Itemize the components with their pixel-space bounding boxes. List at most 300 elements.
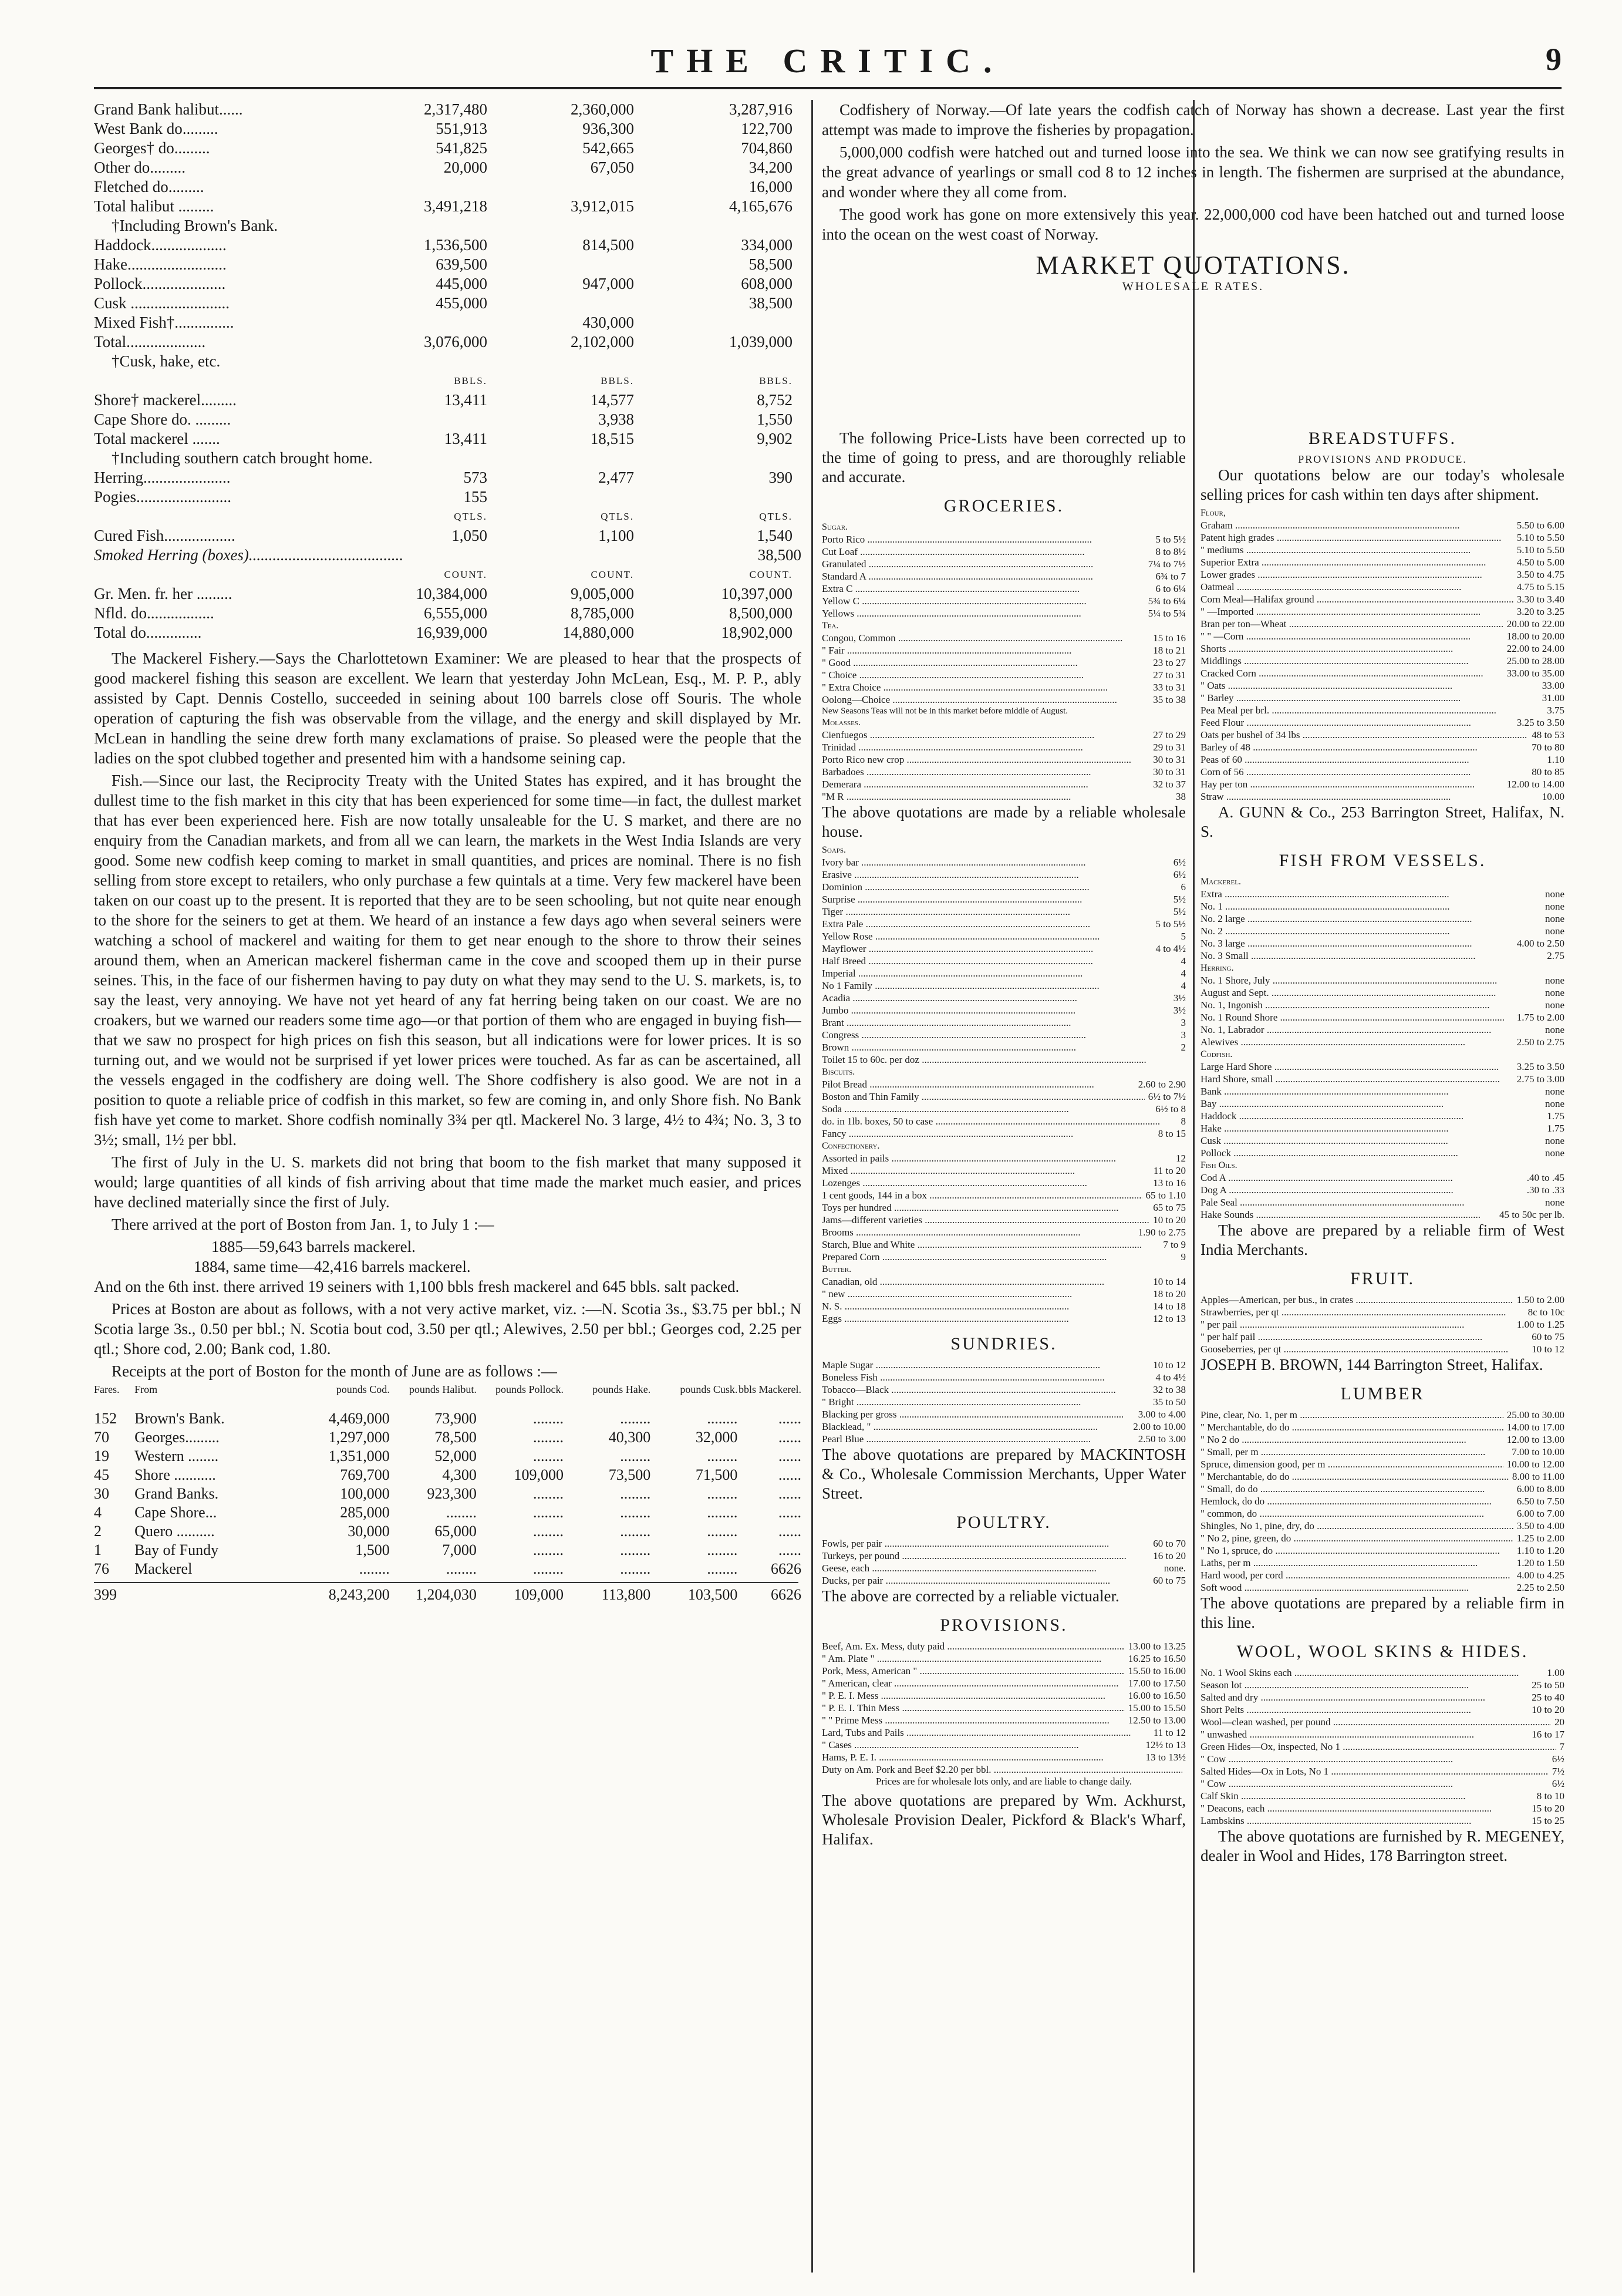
item-name: " Choice ..... bbox=[822, 669, 1149, 681]
value-cell: 14,880,000 bbox=[562, 624, 634, 641]
price-item bbox=[822, 1420, 1186, 1433]
price-item bbox=[822, 790, 1186, 803]
value-cell: 18,902,000 bbox=[721, 624, 793, 641]
value-cell bbox=[487, 255, 634, 274]
value-cell bbox=[487, 294, 634, 313]
price-item bbox=[1201, 1073, 1564, 1085]
price-item bbox=[1201, 1667, 1564, 1679]
value-cell: 542,665 bbox=[582, 139, 634, 157]
value-cell: 430,000 bbox=[582, 314, 634, 331]
table-cell: ........ bbox=[533, 1523, 564, 1540]
table-cell: 52,000 bbox=[434, 1447, 477, 1465]
value-cell: 16,939,000 bbox=[416, 624, 487, 641]
value-cell: 18,515 bbox=[590, 430, 634, 447]
price-item bbox=[822, 1078, 1186, 1090]
table-note: †Including Brown's Bank. bbox=[112, 217, 278, 234]
item-price: 5 bbox=[1181, 931, 1186, 942]
item-name: Soda ..... bbox=[822, 1103, 1152, 1115]
left-column bbox=[94, 100, 801, 2273]
item-price: 60 to 75 bbox=[1532, 1331, 1564, 1342]
price-item bbox=[1201, 667, 1564, 679]
category-label: Molasses. bbox=[822, 718, 861, 728]
item-name: N. S. ..... bbox=[822, 1300, 1149, 1312]
table-cell: 73,500 bbox=[608, 1466, 651, 1483]
value-cell: 13,411 bbox=[444, 391, 487, 409]
table-row bbox=[94, 584, 801, 604]
item-name: " No 2 do ..... bbox=[1201, 1433, 1503, 1446]
value-cell bbox=[340, 177, 487, 197]
item-name: Extra Pale ..... bbox=[822, 918, 1152, 930]
item-price: none bbox=[1545, 1024, 1564, 1035]
item-name: Hake ..... bbox=[1201, 1122, 1543, 1134]
item-name: " per half pail ..... bbox=[1201, 1331, 1528, 1343]
category-label: Confectionery. bbox=[822, 1141, 880, 1151]
table-cell: Quero .......... bbox=[134, 1523, 215, 1540]
price-item bbox=[822, 1152, 1186, 1164]
item-name: 1 cent goods, 144 in a box ..... bbox=[822, 1189, 1142, 1201]
item-price: 18.00 to 20.00 bbox=[1506, 631, 1564, 642]
fruit-credit: JOSEPH B. BROWN, 144 Barrington Street, Halifax. bbox=[1201, 1356, 1543, 1373]
item-name: Cod A ..... bbox=[1201, 1171, 1523, 1184]
value-cell: 14,577 bbox=[590, 391, 634, 409]
item-name: Haddock ..... bbox=[1201, 1110, 1543, 1122]
provisions-credit: The above quotations are prepared by Wm. Ackhurst, Wholesale Provision Dealer, Pickford & Black's Wharf, Halifax. bbox=[822, 1792, 1186, 1848]
item-price: 6 bbox=[1181, 881, 1186, 893]
table-cell: 40,300 bbox=[608, 1429, 651, 1446]
item-name: No 1 Family ..... bbox=[822, 979, 1178, 992]
item-price: 12.50 to 13.00 bbox=[1128, 1715, 1186, 1726]
item-price: 2.50 to 3.00 bbox=[1138, 1433, 1186, 1445]
price-item bbox=[822, 1359, 1186, 1371]
total-cell: 399 bbox=[94, 1586, 117, 1603]
item-price: 5¾ to 6¼ bbox=[1148, 595, 1186, 607]
table-cell: ........ bbox=[620, 1504, 651, 1521]
price-item bbox=[1201, 1728, 1564, 1740]
price-item bbox=[822, 868, 1186, 881]
item-price: 3 bbox=[1181, 1029, 1186, 1041]
price-item bbox=[1201, 1765, 1564, 1777]
item-price: 3.30 to 3.40 bbox=[1516, 594, 1564, 605]
paragraph-july: The first of July in the U. S. markets did not bring that boom to the fish market that many supposed it would; large quantities of all kinds of fish arriving about that time made the market much easier, and prices have declined materially since the first of July. bbox=[94, 1153, 801, 1211]
item-name: Eggs ..... bbox=[822, 1312, 1149, 1325]
item-price: 6½ bbox=[1173, 857, 1186, 868]
market-quotations-heading: MARKET QUOTATIONS. bbox=[1036, 251, 1351, 280]
lumber-list bbox=[1201, 1409, 1564, 1594]
item-name: Superior Extra ..... bbox=[1201, 556, 1513, 568]
totals-row bbox=[94, 1585, 801, 1604]
item-price: 2.75 bbox=[1547, 950, 1564, 961]
table-cell: ........ bbox=[707, 1523, 738, 1540]
row-label: West Bank do......... bbox=[94, 120, 218, 137]
item-name: Congress ..... bbox=[822, 1029, 1178, 1041]
table-row bbox=[94, 1447, 801, 1466]
item-price: 4 to 4½ bbox=[1155, 943, 1186, 954]
price-item bbox=[1201, 1036, 1564, 1048]
item-name: Oolong—Choice ..... bbox=[822, 693, 1149, 706]
provisions-heading: PROVISIONS. bbox=[940, 1615, 1068, 1635]
item-price: 16 to 17 bbox=[1532, 1729, 1564, 1740]
price-item bbox=[822, 1275, 1186, 1288]
item-price: 5½ bbox=[1173, 894, 1186, 905]
item-name: Lard, Tubs and Pails ..... bbox=[822, 1726, 1150, 1739]
item-name: Dog A ..... bbox=[1201, 1184, 1523, 1196]
item-name: Fancy ..... bbox=[822, 1127, 1155, 1140]
item-price: 18 to 21 bbox=[1153, 645, 1186, 656]
price-item bbox=[822, 533, 1186, 546]
item-price: 15 to 25 bbox=[1532, 1815, 1564, 1826]
price-item bbox=[1201, 1544, 1564, 1557]
value-cell: 3,491,218 bbox=[424, 197, 487, 215]
item-price: 3.00 to 4.00 bbox=[1138, 1409, 1186, 1420]
table-cell: ........ bbox=[707, 1560, 738, 1577]
item-name: Gooseberries, per qt ..... bbox=[1201, 1343, 1528, 1355]
item-name: " Good ..... bbox=[822, 657, 1149, 669]
groceries-list-continued bbox=[822, 844, 1186, 1325]
item-price: 30 to 31 bbox=[1153, 754, 1186, 765]
item-name: " Oats ..... bbox=[1201, 679, 1539, 692]
item-price: 23 to 27 bbox=[1153, 657, 1186, 668]
table-cell: Cape Shore... bbox=[134, 1504, 217, 1521]
price-item bbox=[1201, 1495, 1564, 1507]
item-price: 35 to 38 bbox=[1153, 694, 1186, 705]
table-cell: Mackerel bbox=[134, 1560, 193, 1577]
item-name: Cienfuegos ..... bbox=[822, 729, 1149, 741]
value-cell: 8,752 bbox=[757, 391, 793, 409]
table-row bbox=[94, 1409, 801, 1428]
table-cell: Grand Banks. bbox=[134, 1485, 219, 1502]
table-row bbox=[94, 255, 801, 274]
table-row bbox=[94, 119, 801, 139]
price-item bbox=[822, 1677, 1186, 1689]
value-cell bbox=[340, 410, 487, 429]
category-label: Fish Oils. bbox=[1201, 1160, 1237, 1170]
breadstuffs-intro: Our quotations below are our today's wholesale selling prices for cash within ten days after shipment. bbox=[1201, 466, 1564, 503]
price-item bbox=[1201, 1704, 1564, 1716]
table-cell: 152 bbox=[94, 1410, 117, 1427]
table-cell: 769,700 bbox=[340, 1466, 390, 1483]
item-name: Porto Rico ..... bbox=[822, 533, 1152, 546]
item-name: Congou, Common ..... bbox=[822, 632, 1149, 644]
table-row bbox=[94, 429, 801, 449]
item-name: " per pail ..... bbox=[1201, 1318, 1513, 1331]
item-price: 16 to 20 bbox=[1153, 1550, 1186, 1561]
value-cell bbox=[634, 487, 793, 507]
item-name: " Bright ..... bbox=[822, 1396, 1149, 1408]
value-cell: 334,000 bbox=[741, 236, 793, 254]
item-price: 8 to 15 bbox=[1158, 1128, 1186, 1139]
list-note: New Seasons Teas will not be in this market before middle of August. bbox=[822, 706, 1068, 716]
price-item bbox=[822, 1127, 1186, 1140]
item-price: 6.00 to 7.00 bbox=[1516, 1508, 1564, 1519]
item-price: 2.25 to 2.50 bbox=[1516, 1582, 1564, 1593]
total-cell: 1,204,030 bbox=[415, 1586, 477, 1603]
item-price: 70 to 80 bbox=[1532, 742, 1564, 753]
table-cell: 923,300 bbox=[427, 1485, 477, 1502]
table-cell: ........ bbox=[533, 1560, 564, 1577]
breadstuffs-list bbox=[1201, 507, 1564, 803]
item-name: Prepared Corn ..... bbox=[822, 1251, 1178, 1263]
price-item bbox=[1201, 1790, 1564, 1802]
item-price: 3 bbox=[1181, 1017, 1186, 1028]
item-name: Brooms ..... bbox=[822, 1226, 1135, 1238]
table-row bbox=[94, 623, 801, 642]
item-price: 27 to 29 bbox=[1153, 729, 1186, 740]
item-price: 8 to 10 bbox=[1536, 1790, 1564, 1802]
row-label: Cape Shore do. ......... bbox=[94, 410, 231, 428]
item-name: Cut Loaf ..... bbox=[822, 546, 1152, 558]
item-price: 4 to 4½ bbox=[1155, 1372, 1186, 1383]
item-name: Duty on Am. Pork and Beef $2.20 per bbl. ..... bbox=[822, 1763, 1182, 1776]
table-cell: 7,000 bbox=[442, 1541, 477, 1558]
item-name: No. 3 large ..... bbox=[1201, 937, 1513, 950]
item-price: 35 to 50 bbox=[1153, 1396, 1186, 1408]
price-item bbox=[822, 893, 1186, 905]
item-price: 12 bbox=[1176, 1153, 1186, 1164]
table-row bbox=[94, 1428, 801, 1447]
price-item bbox=[822, 1433, 1186, 1445]
item-price: 32 to 37 bbox=[1153, 779, 1186, 790]
item-price: 1.20 to 1.50 bbox=[1516, 1557, 1564, 1568]
table-cell: 70 bbox=[94, 1429, 109, 1446]
value-cell: 2,317,480 bbox=[424, 100, 487, 118]
column-header: pounds Halibut. bbox=[409, 1383, 477, 1395]
item-price: 2 bbox=[1181, 1042, 1186, 1053]
table-cell: ........ bbox=[533, 1541, 564, 1558]
item-name: " Deacons, each ..... bbox=[1201, 1802, 1528, 1814]
item-price: 1.75 to 2.00 bbox=[1516, 1012, 1564, 1023]
groceries-credit: The above quotations are made by a reliable wholesale house. bbox=[822, 803, 1186, 840]
item-price: 20.00 to 22.00 bbox=[1506, 618, 1564, 629]
fish-vessels-list bbox=[1201, 876, 1564, 1221]
item-name: Imperial ..... bbox=[822, 967, 1178, 979]
item-name: Graham ..... bbox=[1201, 519, 1513, 531]
price-item bbox=[1201, 1483, 1564, 1495]
poultry-heading: POULTRY. bbox=[956, 1513, 1051, 1532]
total-cell: 109,000 bbox=[514, 1586, 564, 1603]
item-name: Shingles, No 1, pine, dry, do ..... bbox=[1201, 1520, 1513, 1532]
item-price: 32 to 38 bbox=[1153, 1384, 1186, 1395]
item-name: Boneless Fish ..... bbox=[822, 1371, 1152, 1383]
price-item bbox=[1201, 581, 1564, 593]
table-cell: 1,500 bbox=[355, 1541, 390, 1558]
total-cell: 8,243,200 bbox=[328, 1586, 390, 1603]
item-price: 10 to 14 bbox=[1153, 1276, 1186, 1287]
item-price: 29 to 31 bbox=[1153, 742, 1186, 753]
item-name: Pollock ..... bbox=[1201, 1147, 1542, 1159]
row-label: Herring...................... bbox=[94, 469, 231, 486]
item-price: 10.00 to 12.00 bbox=[1506, 1459, 1564, 1470]
item-name: Hams, P. E. I. ..... bbox=[822, 1751, 1142, 1763]
price-item bbox=[1201, 1532, 1564, 1544]
item-price: 4 bbox=[1181, 980, 1186, 991]
price-item bbox=[1201, 1171, 1564, 1184]
item-name: Turkeys, per pound ..... bbox=[822, 1550, 1149, 1562]
right-column bbox=[1201, 429, 1564, 2273]
price-item bbox=[822, 644, 1186, 657]
value-cell: 8,500,000 bbox=[729, 604, 793, 622]
item-price: 80 to 85 bbox=[1532, 766, 1564, 777]
row-label: Grand Bank halibut...... bbox=[94, 100, 243, 118]
item-name: No. 3 Small ..... bbox=[1201, 950, 1543, 962]
item-price: 8c to 10c bbox=[1527, 1307, 1564, 1318]
price-item bbox=[822, 1164, 1186, 1177]
row-label: Total mackerel ....... bbox=[94, 430, 220, 447]
price-item bbox=[822, 1763, 1186, 1776]
item-name: Pale Seal ..... bbox=[1201, 1196, 1542, 1208]
item-price: 2.00 to 10.00 bbox=[1133, 1421, 1186, 1432]
value-cell: 10,384,000 bbox=[416, 585, 487, 602]
row-label: Mixed Fish†............... bbox=[94, 314, 234, 331]
sundries-list bbox=[822, 1359, 1186, 1445]
value-cell: 1,536,500 bbox=[424, 236, 487, 254]
table-cell: ........ bbox=[359, 1560, 390, 1577]
item-name: Salted Hides—Ox in Lots, No 1 ..... bbox=[1201, 1765, 1549, 1777]
price-item bbox=[1201, 556, 1564, 568]
header-rule bbox=[94, 87, 1562, 89]
item-name: Bank ..... bbox=[1201, 1085, 1542, 1097]
article-body bbox=[94, 648, 801, 1381]
item-price: 25 to 40 bbox=[1532, 1692, 1564, 1703]
lumber-credit: The above quotations are prepared by a reliable firm in this line. bbox=[1201, 1594, 1564, 1631]
item-price: 5.50 to 6.00 bbox=[1516, 520, 1564, 531]
item-name: Lower grades ..... bbox=[1201, 568, 1513, 581]
item-name: Peas of 60 ..... bbox=[1201, 753, 1543, 766]
price-item bbox=[1201, 1011, 1564, 1024]
sundries-heading: SUNDRIES. bbox=[950, 1334, 1057, 1354]
price-item bbox=[1201, 1802, 1564, 1814]
value-cell: 814,500 bbox=[582, 236, 634, 254]
column-header: Fares. bbox=[94, 1383, 120, 1395]
value-cell: 3,076,000 bbox=[424, 333, 487, 351]
item-name: Toilet 15 to 60c. per doz ..... bbox=[822, 1053, 1182, 1066]
price-item bbox=[822, 1029, 1186, 1041]
table-row bbox=[94, 139, 801, 158]
value-cell: 34,200 bbox=[748, 159, 793, 176]
price-item bbox=[1201, 1061, 1564, 1073]
price-item bbox=[1201, 1458, 1564, 1470]
table-row bbox=[94, 410, 801, 429]
table-cell: ........ bbox=[707, 1447, 738, 1465]
item-price: 5.10 to 5.50 bbox=[1516, 532, 1564, 543]
price-item bbox=[1201, 568, 1564, 581]
table-row bbox=[94, 177, 801, 197]
row-label: Georges† do......... bbox=[94, 139, 210, 157]
table-cell: 30,000 bbox=[348, 1523, 390, 1540]
total-cell bbox=[134, 1585, 302, 1604]
item-name: Barley of 48 ..... bbox=[1201, 741, 1528, 753]
item-price: 1.75 bbox=[1547, 1123, 1564, 1134]
price-item bbox=[1201, 1024, 1564, 1036]
item-price: 3½ bbox=[1173, 1005, 1186, 1016]
column-header: bbls Mackerel. bbox=[739, 1383, 801, 1395]
item-price: 1.10 to 1.20 bbox=[1516, 1545, 1564, 1556]
item-price: 5.10 to 5.50 bbox=[1516, 544, 1564, 556]
item-price: 10 to 12 bbox=[1153, 1359, 1186, 1371]
unit-label: BBLS. bbox=[454, 375, 487, 386]
table-cell: ...... bbox=[778, 1523, 801, 1540]
price-item bbox=[1201, 913, 1564, 925]
item-price: 7½ bbox=[1552, 1766, 1564, 1777]
sundries-credit: The above quotations are prepared by MACKINTOSH & Co., Wholesale Commission Merchants, Upper Water Street. bbox=[822, 1446, 1186, 1502]
table-row bbox=[94, 604, 801, 623]
item-price: 25.00 to 30.00 bbox=[1506, 1409, 1564, 1420]
price-item bbox=[1201, 888, 1564, 900]
item-price: 3.50 to 4.00 bbox=[1516, 1520, 1564, 1531]
column-divider bbox=[1193, 100, 1195, 2273]
price-item bbox=[822, 1251, 1186, 1263]
table-cell: 30 bbox=[94, 1485, 109, 1502]
row-label: Haddock................... bbox=[94, 236, 227, 254]
table-row bbox=[94, 313, 801, 332]
item-price: 25.00 to 28.00 bbox=[1506, 655, 1564, 666]
table-row: Smoked Herring (boxes)....................................... 38,500 bbox=[94, 546, 801, 564]
item-price: .30 to .33 bbox=[1526, 1184, 1564, 1196]
price-item bbox=[1201, 974, 1564, 987]
item-name: Granulated ..... bbox=[822, 558, 1145, 570]
item-name: Oats per bushel of 34 lbs ..... bbox=[1201, 729, 1528, 741]
price-item bbox=[822, 930, 1186, 942]
item-name: Erasive ..... bbox=[822, 868, 1170, 881]
item-price: 16.25 to 16.50 bbox=[1128, 1653, 1186, 1664]
item-price: 16.00 to 16.50 bbox=[1128, 1690, 1186, 1701]
fish-vessels-heading: FISH FROM VESSELS. bbox=[1279, 851, 1486, 870]
table-cell: 71,500 bbox=[695, 1466, 738, 1483]
value-cell: 704,860 bbox=[741, 139, 793, 157]
item-name: " unwashed ..... bbox=[1201, 1728, 1528, 1740]
table-cell: ........ bbox=[620, 1447, 651, 1465]
item-name: Trinidad ..... bbox=[822, 741, 1149, 753]
price-item bbox=[1201, 1446, 1564, 1458]
item-name: Porto Rico new crop ..... bbox=[822, 753, 1149, 766]
table-cell: 32,000 bbox=[695, 1429, 738, 1446]
value-cell: 3,912,015 bbox=[571, 197, 634, 215]
item-name: No. 1 Round Shore ..... bbox=[1201, 1011, 1513, 1024]
table-cell: 78,500 bbox=[434, 1429, 477, 1446]
item-price: 33 to 31 bbox=[1153, 682, 1186, 693]
item-name: Shorts ..... bbox=[1201, 642, 1503, 655]
price-item bbox=[822, 1574, 1186, 1587]
table-row bbox=[94, 468, 801, 487]
price-item bbox=[822, 1702, 1186, 1714]
column-header: pounds Pollock. bbox=[495, 1383, 564, 1395]
price-item bbox=[1201, 716, 1564, 729]
item-price: none bbox=[1545, 975, 1564, 986]
column-header: pounds Cod. bbox=[336, 1383, 390, 1395]
price-item bbox=[822, 1288, 1186, 1300]
item-name: Starch, Blue and White ..... bbox=[822, 1238, 1159, 1251]
market-intro: The following Price-Lists have been corrected up to the time of going to press, and are thoroughly reliable and accurate. bbox=[822, 429, 1186, 486]
item-name: " Merchantable, do do ..... bbox=[1201, 1421, 1503, 1433]
table-cell: 109,000 bbox=[514, 1466, 564, 1483]
item-price: 1.50 to 2.00 bbox=[1516, 1294, 1564, 1305]
price-item bbox=[822, 1115, 1186, 1127]
fruit-list bbox=[1201, 1294, 1564, 1355]
table-cell: 6626 bbox=[771, 1560, 801, 1577]
item-price: 14.00 to 17.00 bbox=[1506, 1422, 1564, 1433]
table-cell: ........ bbox=[620, 1541, 651, 1558]
category-label: Herring. bbox=[1201, 963, 1234, 973]
item-name: Spruce, dimension good, per m ..... bbox=[1201, 1458, 1503, 1470]
value-cell bbox=[634, 313, 793, 332]
price-item bbox=[1201, 1122, 1564, 1134]
item-name: " common, do ..... bbox=[1201, 1507, 1513, 1520]
table-cell: ........ bbox=[707, 1504, 738, 1521]
price-item bbox=[822, 1537, 1186, 1550]
item-price bbox=[1182, 1053, 1186, 1066]
price-item bbox=[822, 1408, 1186, 1420]
unit-label: BBLS. bbox=[759, 375, 793, 386]
unit-label: QTLS. bbox=[454, 511, 487, 522]
